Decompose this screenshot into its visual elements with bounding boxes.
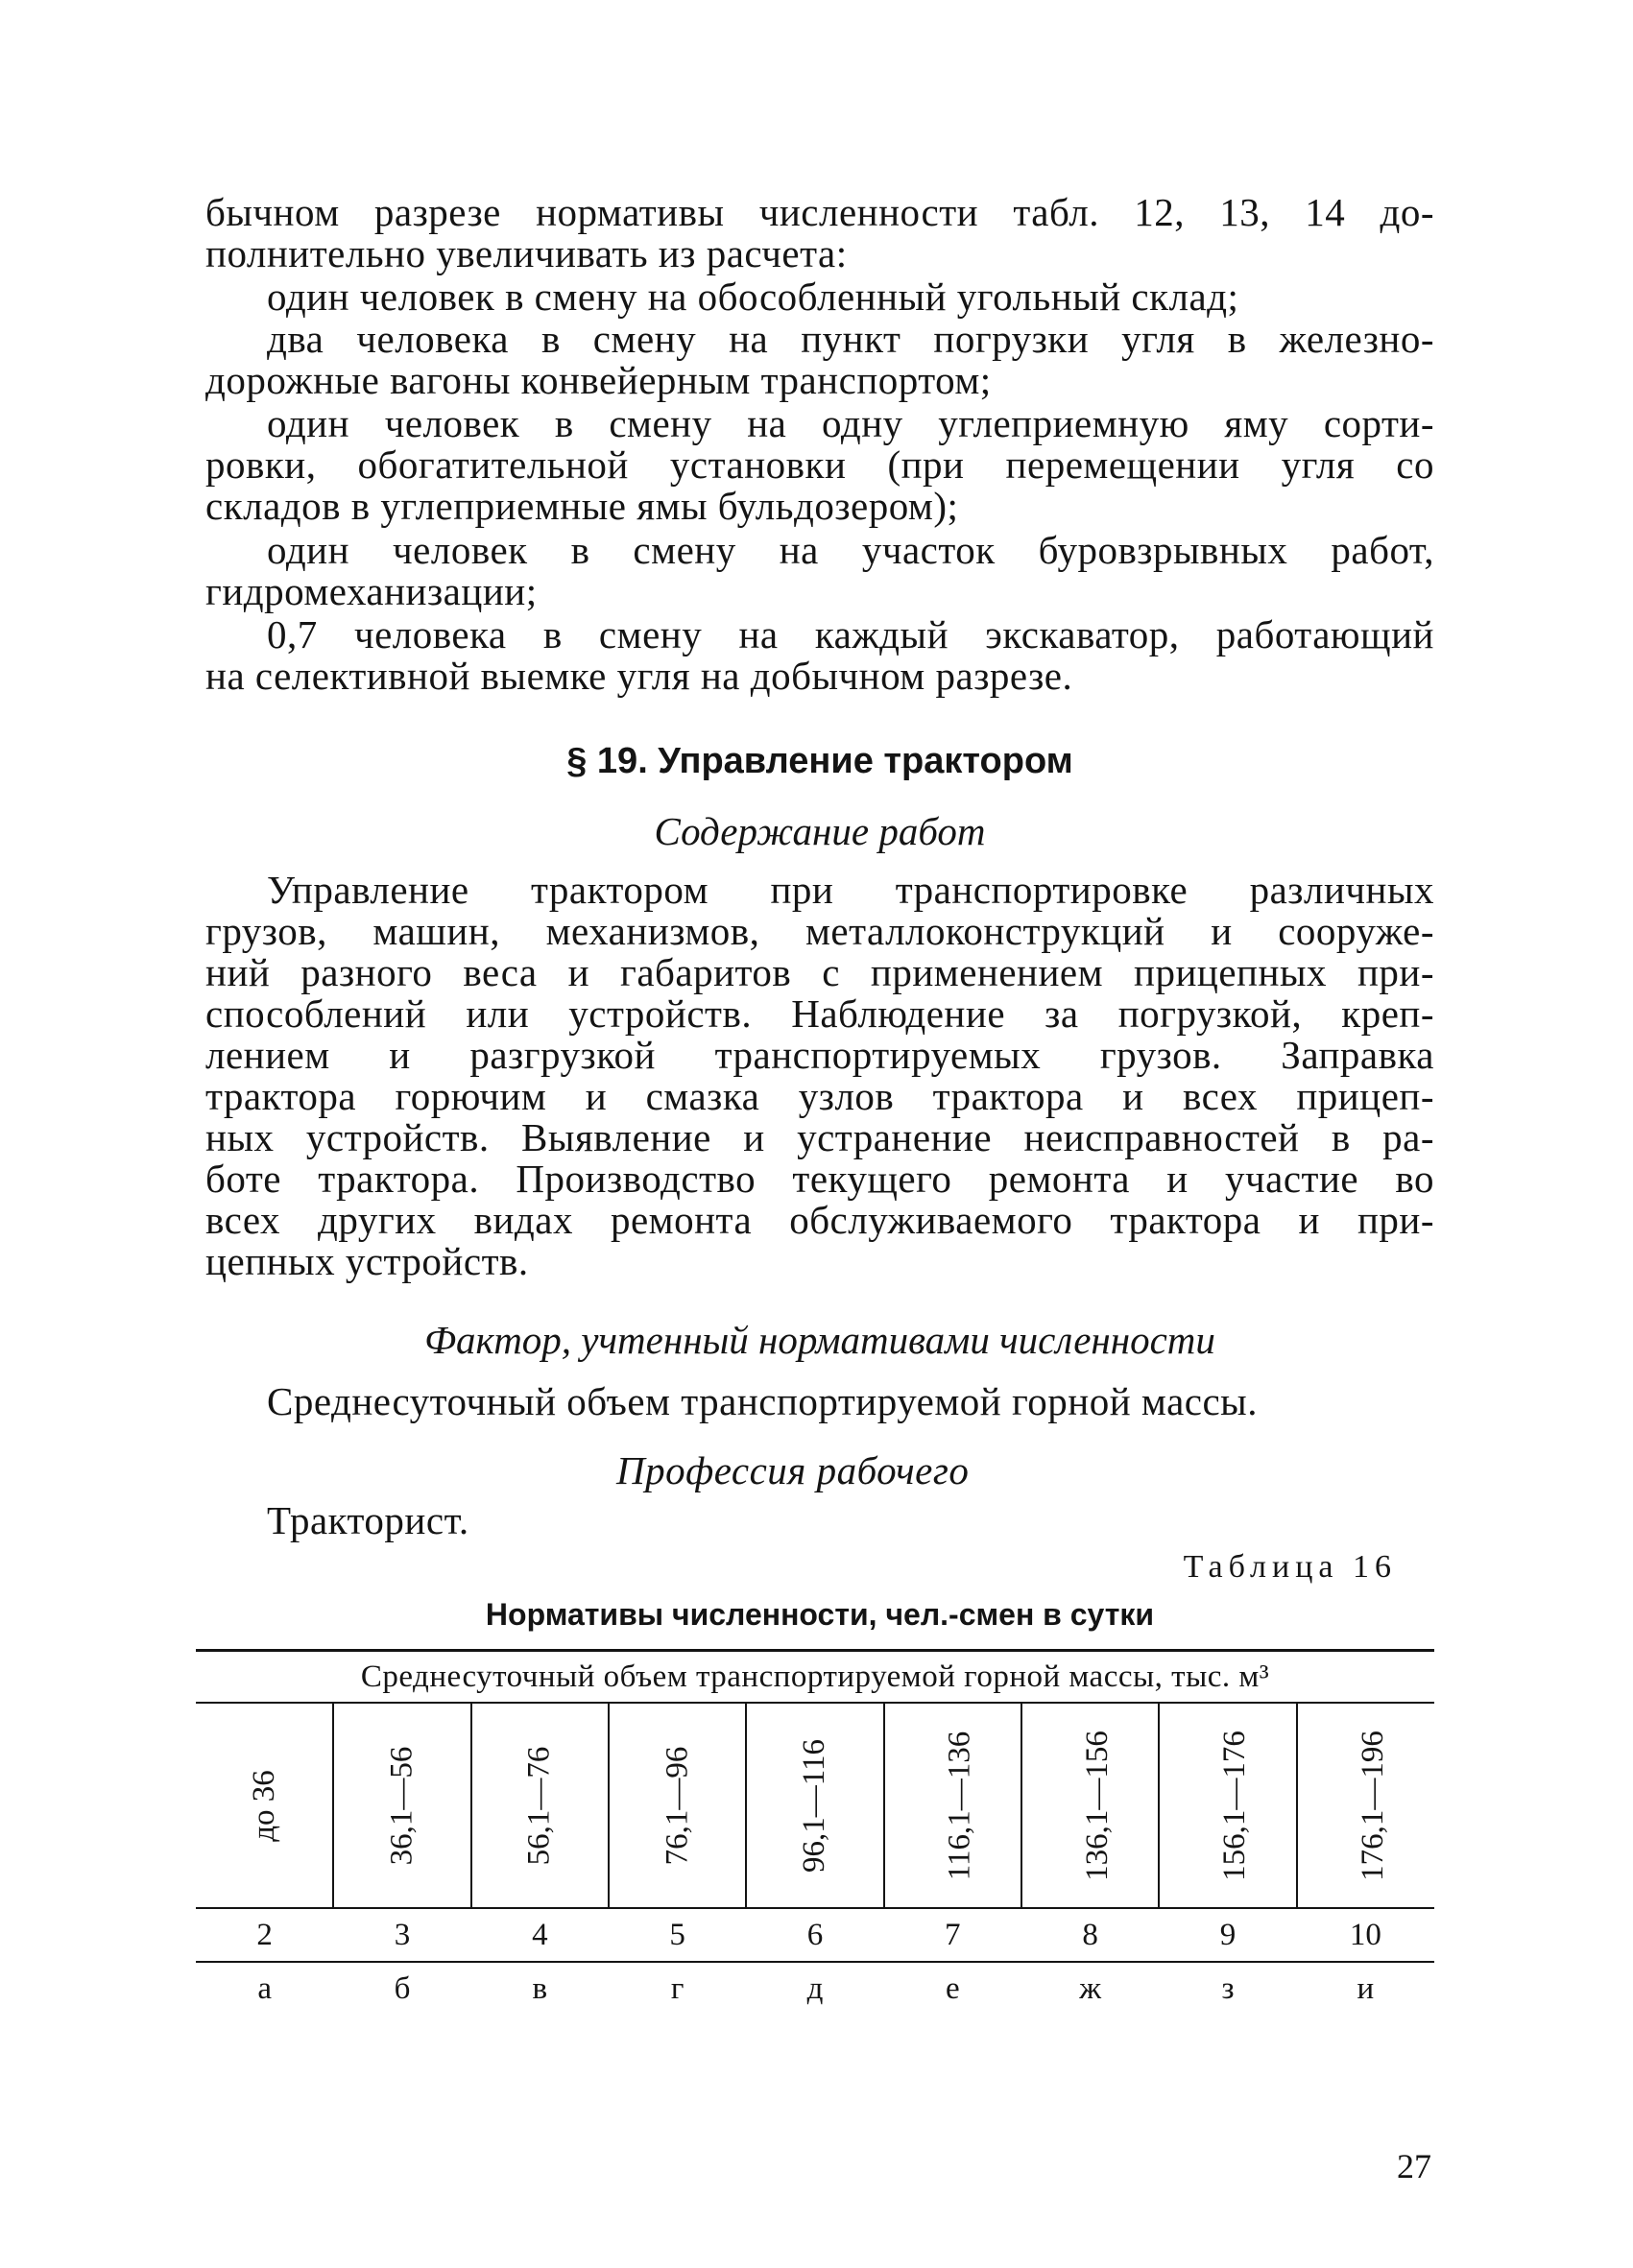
column-number: 5 <box>609 1908 746 1962</box>
text-line: всех других видах ремонта обслуживаемого трактора и при- <box>205 1198 1434 1242</box>
column-number: 7 <box>884 1908 1021 1962</box>
range-label: 136,1—156 <box>1079 1730 1115 1881</box>
range-cell <box>1297 1703 1434 1908</box>
range-label: 156,1—176 <box>1217 1730 1253 1881</box>
section-title: § 19. Управление трактором <box>566 741 1073 781</box>
text-line: грузов, машин, механизмов, металлоконструкций и сооруже- <box>205 909 1434 953</box>
range-label: 76,1—96 <box>660 1746 695 1865</box>
range-cell <box>471 1703 609 1908</box>
column-letter: з <box>1221 1970 1235 2006</box>
range-cell <box>196 1703 333 1908</box>
text-line: на селективной выемке угля на добычном разрезе. <box>205 654 1073 698</box>
text-line: один человек в смену на участок буровзрывных работ, <box>267 528 1434 572</box>
column-letter: г <box>670 1970 684 2006</box>
table-letter-row <box>196 1962 1434 2015</box>
table-header-row <box>196 1651 1434 1704</box>
text-line: лением и разгрузкой транспортируемых грузов. Заправка <box>205 1033 1434 1077</box>
range-cell <box>1021 1703 1159 1908</box>
range-label: 96,1—116 <box>797 1738 832 1873</box>
text-line: Управление трактором при транспортировке различных <box>267 868 1434 912</box>
list-item <box>205 530 1434 612</box>
text-line: 0,7 человека в смену на каждый экскаватор, работающий <box>267 612 1434 657</box>
norms-table <box>196 1649 1434 2015</box>
text-line: гидромеханизации; <box>205 569 538 613</box>
column-letter: в <box>532 1970 548 2006</box>
column-number: 2 <box>196 1908 333 1962</box>
column-letter: и <box>1357 1970 1375 2006</box>
table-title: Нормативы численности, чел.-смен в сутки <box>485 1597 1155 1632</box>
text-line: два человека в смену на пункт погрузки угля в железно- <box>267 317 1434 361</box>
range-cell <box>333 1703 470 1908</box>
range-cell <box>609 1703 746 1908</box>
column-letter: ж <box>1079 1970 1102 2006</box>
column-letter: д <box>806 1970 824 2006</box>
range-cell <box>1159 1703 1296 1908</box>
range-cell <box>746 1703 883 1908</box>
table-label: Таблица 16 <box>1183 1549 1397 1585</box>
factor-text: Среднесуточный объем транспортируемой горной массы. <box>267 1379 1258 1423</box>
factor-heading: Фактор, учтенный нормативами численности <box>424 1318 1215 1362</box>
range-label: 56,1—76 <box>521 1746 557 1865</box>
column-letter: е <box>945 1970 960 2006</box>
text-line: цепных устройств. <box>205 1239 529 1283</box>
work-content-paragraph <box>205 870 1434 1282</box>
text-line: боте трактора. Производство текущего ремонта и участие во <box>205 1157 1434 1201</box>
table-header-cell: Среднесуточный объем транспортируемой горной массы, тыс. м³ <box>196 1651 1434 1704</box>
text-line: способлений или устройств. Наблюдение за погрузкой, креп- <box>205 991 1434 1036</box>
text-line: бычном разрезе нормативы численности табл. 12, 13, 14 до- <box>205 190 1434 234</box>
table-range-row <box>196 1703 1434 1908</box>
column-number: 9 <box>1159 1908 1296 1962</box>
text-line: ний разного веса и габаритов с применением прицепных при- <box>205 950 1434 994</box>
work-content-heading: Содержание работ <box>654 809 986 853</box>
range-label: 176,1—196 <box>1355 1730 1390 1881</box>
range-label: до 36 <box>246 1769 281 1842</box>
range-cell <box>884 1703 1021 1908</box>
text-line: ных устройств. Выявление и устранение неисправностей в ра- <box>205 1115 1434 1159</box>
list-item <box>205 276 1434 318</box>
table-number-row <box>196 1908 1434 1962</box>
column-letter: б <box>394 1970 411 2006</box>
column-letter: а <box>257 1970 272 2006</box>
list-item <box>205 319 1434 401</box>
profession-heading: Профессия рабочего <box>616 1448 970 1492</box>
column-number: 8 <box>1021 1908 1159 1962</box>
column-number: 4 <box>471 1908 609 1962</box>
column-number: 3 <box>333 1908 470 1962</box>
text-line: трактора горючим и смазка узлов трактора и всех прицеп- <box>205 1074 1434 1118</box>
range-label: 116,1—136 <box>941 1731 976 1880</box>
text-line: ровки, обогатительной установки (при перемещении угля со <box>205 442 1434 487</box>
column-number: 10 <box>1297 1908 1434 1962</box>
page-number: 27 <box>1397 2147 1431 2185</box>
list-item <box>205 614 1434 697</box>
range-label: 36,1—56 <box>384 1746 420 1865</box>
intro-paragraph <box>205 192 1434 275</box>
text-line: дорожные вагоны конвейерным транспортом; <box>205 358 992 402</box>
profession-text: Тракторист. <box>267 1498 469 1542</box>
text-line: один человек в смену на одну углеприемную яму сорти- <box>267 401 1434 445</box>
list-item <box>205 403 1434 527</box>
text-line: полнительно увеличивать из расчета: <box>205 231 848 275</box>
text-line: один человек в смену на обособленный угольный склад; <box>267 275 1239 319</box>
text-line: складов в углеприемные ямы бульдозером); <box>205 484 959 528</box>
column-number: 6 <box>746 1908 883 1962</box>
